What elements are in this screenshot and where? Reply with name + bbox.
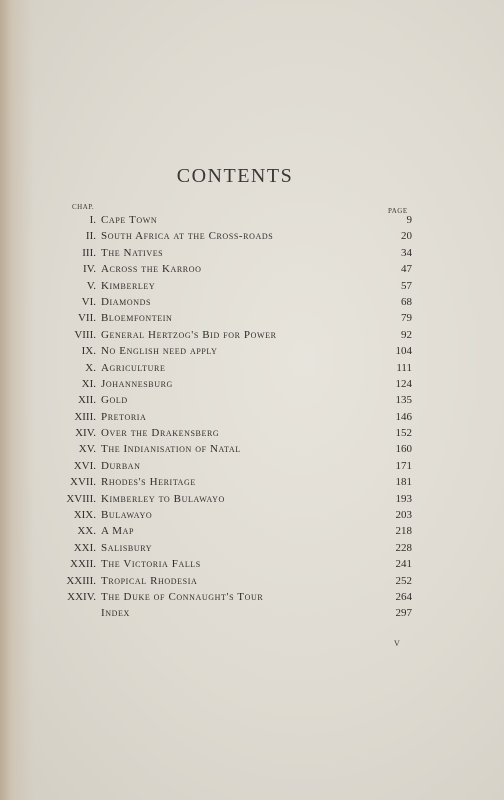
toc-row [0, 376, 504, 392]
chapter-number: XV. [78, 443, 96, 456]
page-number: 57 [401, 279, 412, 292]
chapter-title: South Africa at the Cross-roads [101, 230, 274, 243]
chapter-title: Agriculture [101, 361, 166, 374]
chapter-title: Rhodes's Heritage [101, 476, 196, 489]
chapter-title: Johannesburg [101, 377, 173, 390]
table-of-contents [0, 212, 504, 622]
page-number: 264 [395, 590, 412, 603]
chapter-title: Salisbury [101, 541, 153, 554]
page-number: 47 [401, 263, 412, 276]
page-number: 124 [395, 377, 412, 390]
toc-row [0, 327, 504, 343]
chapter-title: Cape Town [101, 214, 158, 226]
toc-row [0, 540, 504, 556]
page-number: 111 [396, 361, 412, 374]
chapter-title: Index [101, 607, 130, 620]
page-number: 104 [395, 345, 412, 358]
chapter-title: The Victoria Falls [101, 558, 201, 571]
page-number: 9 [406, 214, 412, 226]
page-title: CONTENTS [176, 165, 294, 187]
page-number: 203 [395, 509, 412, 522]
chapter-title: Over the Drakensberg [101, 427, 220, 440]
page-number: 92 [401, 328, 412, 341]
chapter-title: Durban [101, 459, 141, 472]
chapter-number: XXIII. [66, 574, 96, 587]
toc-row [0, 458, 504, 474]
page-number: 135 [395, 394, 412, 407]
chapter-title: Tropical Rhodesia [101, 574, 198, 587]
chapter-number: IV. [83, 263, 96, 276]
chapter-number: X. [85, 361, 96, 374]
chapter-title: General Hertzog's Bid for Power [101, 328, 277, 341]
chapter-number: IX. [81, 345, 96, 358]
page-number: 181 [395, 476, 412, 489]
chapter-title: Kimberley [101, 279, 156, 292]
toc-row [0, 573, 504, 589]
page-number: 252 [395, 574, 412, 587]
chapter-number: VIII. [74, 328, 96, 341]
toc-row [0, 360, 504, 376]
page-number: 160 [395, 443, 412, 456]
toc-row [0, 245, 504, 261]
page-number: 34 [401, 246, 412, 259]
page-number: 218 [395, 525, 412, 538]
chapter-title: No English need apply [101, 345, 218, 358]
chapter-column-header: CHAP. [72, 203, 95, 211]
toc-row [0, 228, 504, 244]
toc-row [0, 474, 504, 490]
toc-row [0, 278, 504, 294]
chapter-number: XX. [77, 525, 96, 538]
page-number: 193 [395, 492, 412, 505]
chapter-number: XXIV. [67, 590, 96, 603]
chapter-number: XVII. [70, 476, 96, 489]
toc-row [0, 589, 504, 605]
page-number: 146 [395, 410, 412, 423]
toc-row [0, 425, 504, 441]
chapter-number: I. [89, 214, 96, 226]
chapter-number: XIII. [74, 410, 96, 423]
toc-row [0, 523, 504, 539]
page-number: 228 [395, 541, 412, 554]
chapter-title: A Map [101, 525, 135, 538]
chapter-title: The Natives [101, 246, 164, 259]
page-number: 297 [395, 607, 412, 620]
toc-row [0, 392, 504, 408]
toc-row [0, 261, 504, 277]
chapter-title: Diamonds [101, 295, 152, 308]
chapter-number: XIV. [75, 427, 96, 440]
chapter-number: VII. [77, 312, 96, 325]
chapter-title: The Duke of Connaught's Tour [101, 590, 264, 603]
chapter-number: XIX. [73, 509, 96, 522]
chapter-number: XVIII. [66, 492, 96, 505]
chapter-number: XXI. [73, 541, 96, 554]
page-number: 171 [395, 459, 412, 472]
chapter-title: Bloemfontein [101, 312, 173, 325]
page-folio: v [394, 637, 400, 649]
toc-row [0, 294, 504, 310]
toc-row [0, 491, 504, 507]
chapter-title: The Indianisation of Natal [101, 443, 241, 456]
page-number: 241 [395, 558, 412, 571]
chapter-number: VI. [81, 295, 96, 308]
chapter-number: XVI. [73, 459, 96, 472]
chapter-number: II. [85, 230, 96, 243]
chapter-title: Kimberley to Bulawayo [101, 492, 225, 505]
page-number: 68 [401, 295, 412, 308]
toc-row [0, 507, 504, 523]
chapter-number: XXII. [70, 558, 96, 571]
toc-row [0, 212, 504, 228]
chapter-title: Gold [101, 394, 128, 407]
chapter-number: XII. [77, 394, 96, 407]
toc-row [0, 556, 504, 572]
page-number: 20 [401, 230, 412, 243]
chapter-title: Across the Karroo [101, 263, 202, 276]
toc-row [0, 441, 504, 457]
page-number: 79 [401, 312, 412, 325]
page-column-header: PAGE [388, 207, 408, 215]
page-number: 152 [395, 427, 412, 440]
toc-row [0, 310, 504, 326]
chapter-number: V. [86, 279, 96, 292]
chapter-title: Pretoria [101, 410, 147, 423]
toc-row [0, 409, 504, 425]
chapter-title: Bulawayo [101, 509, 153, 522]
toc-row [0, 605, 504, 621]
chapter-number: III. [82, 246, 96, 259]
chapter-number: XI. [81, 377, 96, 390]
toc-row [0, 343, 504, 359]
